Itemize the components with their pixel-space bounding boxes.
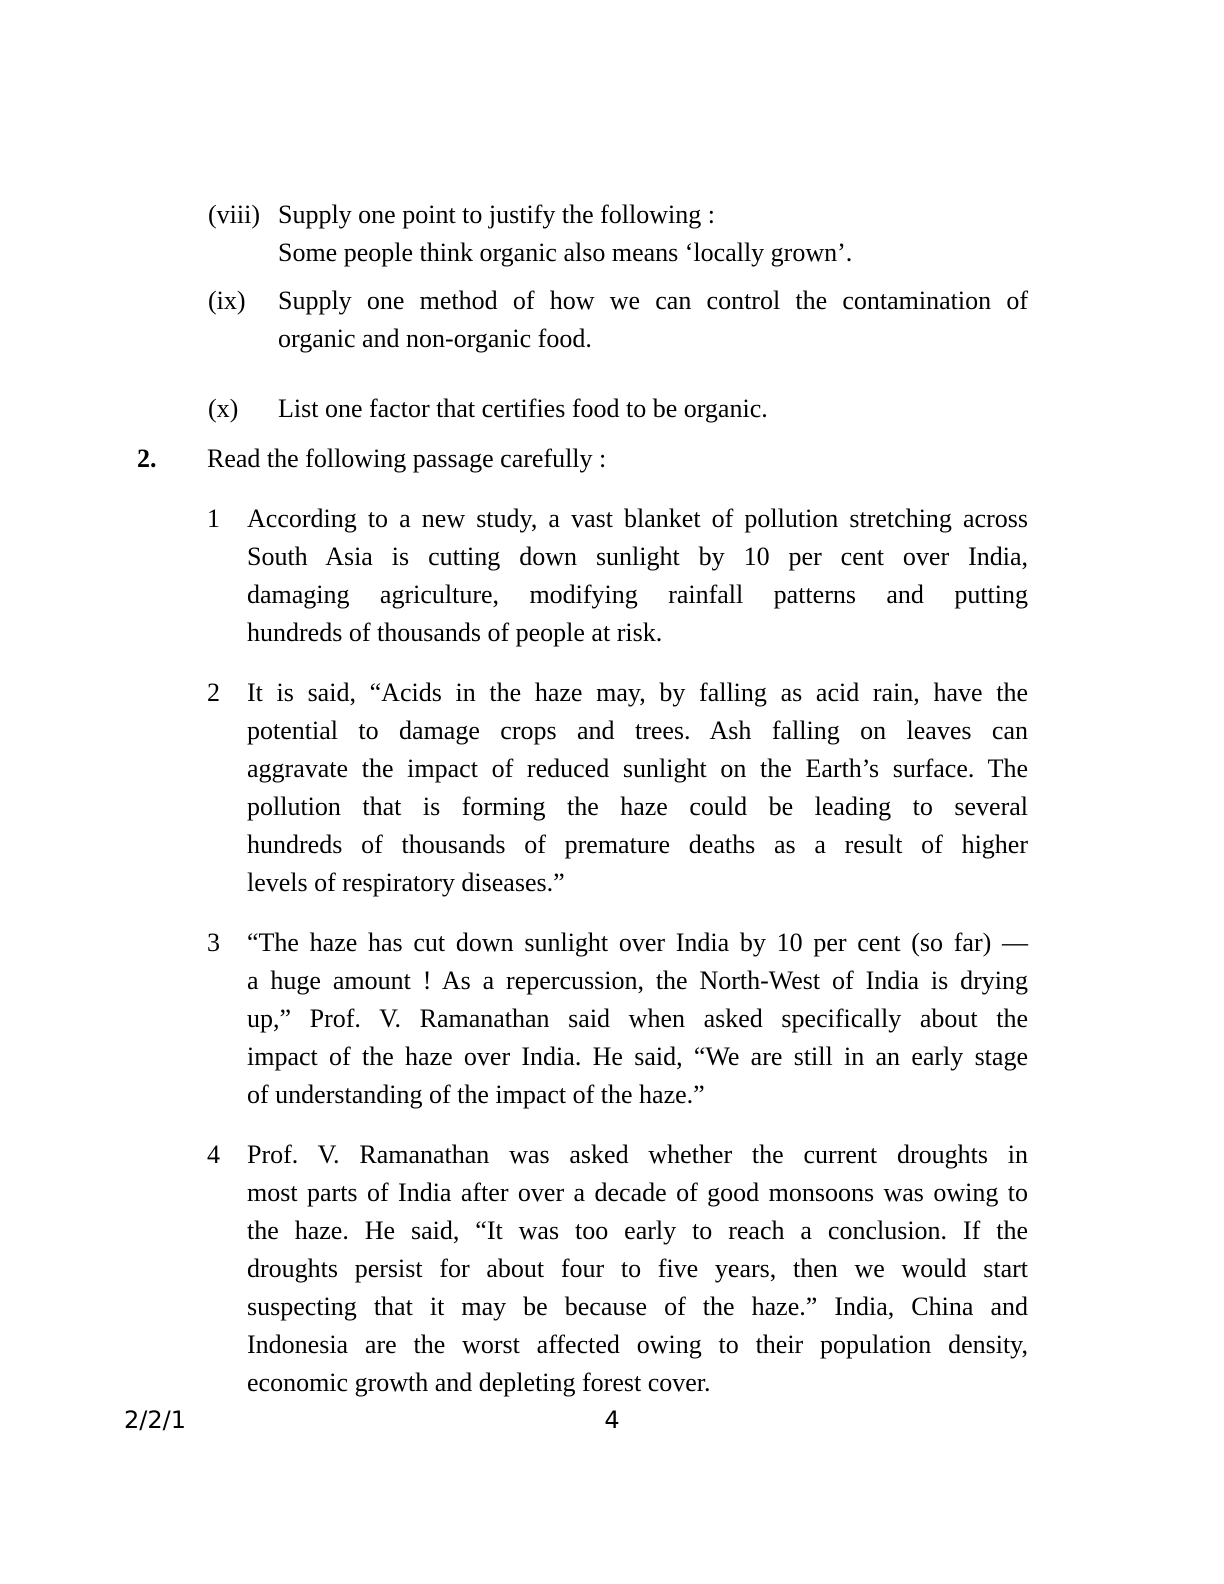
- text-line: levels of respiratory diseases.”: [247, 868, 565, 897]
- page-footer: [0, 1403, 1224, 1437]
- sub-question-text: [278, 282, 1028, 358]
- passage-paragraph: [0, 1136, 1224, 1402]
- footer-page-number: 4: [604, 1406, 620, 1434]
- sub-question-marker: (x): [208, 394, 239, 423]
- passage-paragraph: [0, 674, 1224, 902]
- sub-question-item: [0, 196, 1224, 272]
- paragraph-text: [247, 1136, 1028, 1402]
- paragraph-number: 1: [207, 504, 220, 533]
- text-line: up,” Prof. V. Ramanathan said when asked specifically about the: [247, 1004, 1028, 1033]
- paragraph-text: [247, 924, 1028, 1114]
- main-question-2: [0, 440, 1224, 478]
- reading-passage: [0, 500, 1224, 1424]
- sub-question-text: [278, 196, 1028, 272]
- paragraph-number: 3: [207, 928, 220, 957]
- sub-question-item: [0, 282, 1224, 358]
- sub-question-marker: (viii): [208, 200, 260, 229]
- text-line: suspecting that it may be because of the haze.” India, China and: [247, 1292, 1028, 1321]
- text-line: Supply one method of how we can control the contamination of: [278, 286, 1028, 315]
- text-line: According to a new study, a vast blanket of pollution stretching across: [247, 504, 1028, 533]
- text-line: of understanding of the impact of the haze.”: [247, 1080, 705, 1109]
- text-line: South Asia is cutting down sunlight by 10 per cent over India,: [247, 542, 1028, 571]
- passage-paragraph: [0, 924, 1224, 1114]
- main-question-number: 2.: [137, 444, 157, 473]
- text-line: economic growth and depleting forest cover.: [247, 1368, 711, 1397]
- text-line: Supply one point to justify the following :: [278, 200, 715, 229]
- text-line: potential to damage crops and trees. Ash falling on leaves can: [247, 716, 1028, 745]
- text-line: “The haze has cut down sunlight over India by 10 per cent (so far) —: [247, 928, 1028, 957]
- sub-question-marker: (ix): [208, 286, 246, 315]
- sub-question-text: [278, 390, 1028, 428]
- text-line: the haze. He said, “It was too early to reach a conclusion. If the: [247, 1216, 1028, 1245]
- text-line: It is said, “Acids in the haze may, by falling as acid rain, have the: [247, 678, 1028, 707]
- paragraph-number: 2: [207, 678, 220, 707]
- text-line: organic and non-organic food.: [278, 324, 592, 353]
- text-line: a huge amount ! As a repercussion, the North-West of India is drying: [247, 966, 1028, 995]
- text-line: hundreds of thousands of premature deaths as a result of higher: [247, 830, 1028, 859]
- text-line: impact of the haze over India. He said, “We are still in an early stage: [247, 1042, 1028, 1071]
- text-line: droughts persist for about four to five years, then we would start: [247, 1254, 1028, 1283]
- text-line: pollution that is forming the haze could be leading to several: [247, 792, 1028, 821]
- paragraph-text: [247, 500, 1028, 652]
- paragraph-number: 4: [207, 1140, 220, 1169]
- text-line: Indonesia are the worst affected owing to their population density,: [247, 1330, 1028, 1359]
- text-line: Prof. V. Ramanathan was asked whether the current droughts in: [247, 1140, 1028, 1169]
- text-line: hundreds of thousands of people at risk.: [247, 618, 663, 647]
- text-line: List one factor that certifies food to be organic.: [278, 394, 768, 423]
- sub-question-list: [0, 196, 1224, 428]
- paragraph-text: [247, 674, 1028, 902]
- text-line: Some people think organic also means ‘locally grown’.: [278, 238, 853, 267]
- passage-paragraph: [0, 500, 1224, 652]
- footer-paper-code: 2/2/1: [124, 1406, 186, 1434]
- sub-question-item: [0, 390, 1224, 428]
- text-line: damaging agriculture, modifying rainfall patterns and putting: [247, 580, 1028, 609]
- main-question-text: Read the following passage carefully :: [207, 444, 607, 473]
- text-line: most parts of India after over a decade of good monsoons was owing to: [247, 1178, 1028, 1207]
- text-line: aggravate the impact of reduced sunlight on the Earth’s surface. The: [247, 754, 1028, 783]
